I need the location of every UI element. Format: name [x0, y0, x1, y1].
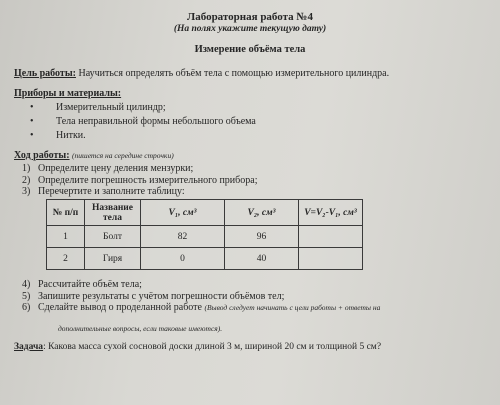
list-item: [22, 291, 380, 303]
step6-hint: (Вывод следует начинать с цели работы + ответы на: [204, 303, 381, 312]
task-label: Задача: [14, 342, 44, 352]
steps-list-top: [22, 163, 257, 198]
table-header-row: [47, 200, 363, 226]
steps-list-bottom: [22, 279, 380, 314]
step-number: 4): [22, 279, 31, 290]
table-cell: 82: [141, 226, 225, 248]
procedure-heading: [14, 150, 174, 161]
step-number: 3): [22, 186, 31, 197]
table-cell: 96: [225, 226, 299, 248]
table-cell: Гиря: [85, 248, 141, 270]
list-item: • Измерительный цилиндр;: [30, 101, 256, 115]
page-subtitle: (На полях укажите текущую дату): [173, 24, 327, 34]
table-header-cell: № п/п: [47, 200, 85, 226]
step-number: 6): [22, 302, 31, 313]
materials-heading: [14, 88, 121, 99]
list-item: [22, 175, 257, 187]
table-cell: Болт: [85, 226, 141, 248]
table-cell: 2: [47, 248, 85, 270]
step-text: Определите погрешность измерительного прибора;: [38, 174, 258, 186]
task-line: [14, 342, 381, 352]
step-text: Рассчитайте объём тела;: [38, 279, 142, 290]
table-header-cell: V₁, см³: [141, 200, 225, 226]
step-text: Перечертите и заполните таблицу:: [38, 186, 185, 197]
task-text: : Какова масса сухой сосновой доски длиной 3 м, шириной 20 см и толщиной 5 см?: [43, 342, 382, 352]
list-item: • Нитки.: [30, 129, 256, 143]
list-item: [22, 186, 257, 198]
table-cell: 40: [225, 248, 299, 270]
step-number: 2): [22, 174, 31, 186]
table-cell: [299, 226, 363, 248]
list-item: [22, 302, 380, 314]
table-row: [47, 226, 363, 248]
step-text: Определите цену деления мензурки;: [38, 163, 194, 174]
list-item: [22, 279, 380, 291]
goal-line: [14, 68, 389, 79]
table-header-cell: Название тела: [85, 200, 141, 226]
procedure-note: (пишется на середине строчки): [72, 151, 174, 160]
list-item: [22, 163, 257, 175]
step-text: Запишите результаты с учётом погрешности объёмов тел;: [38, 290, 285, 302]
goal-text: Научиться определять объём тела с помощью измерительного цилиндра.: [78, 68, 390, 79]
table-header-cell: V₂, см³: [225, 200, 299, 226]
goal-label: Цель работы:: [14, 68, 76, 79]
measurement-table: [46, 199, 363, 270]
step-number: 1): [22, 163, 31, 174]
lab-topic: Измерение объёма тела: [194, 44, 306, 55]
table-header-cell: V=V₂-V₁, см³: [299, 200, 363, 226]
materials-label: Приборы и материалы:: [14, 88, 122, 99]
step6-hint-continuation: дополнительные вопросы, если таковые имеются).: [58, 324, 223, 333]
materials-list: [30, 101, 256, 143]
table-cell: [299, 248, 363, 270]
step-number: 5): [22, 290, 31, 302]
table-cell: 1: [47, 226, 85, 248]
table-row: [47, 248, 363, 270]
list-item: • Тела неправильной формы небольшого объема: [30, 115, 256, 129]
table-cell: 0: [141, 248, 225, 270]
step-text: Сделайте вывод о проделанной работе: [38, 302, 202, 313]
page-title: Лабораторная работа №4: [187, 11, 313, 23]
procedure-label: Ход работы:: [14, 150, 70, 161]
